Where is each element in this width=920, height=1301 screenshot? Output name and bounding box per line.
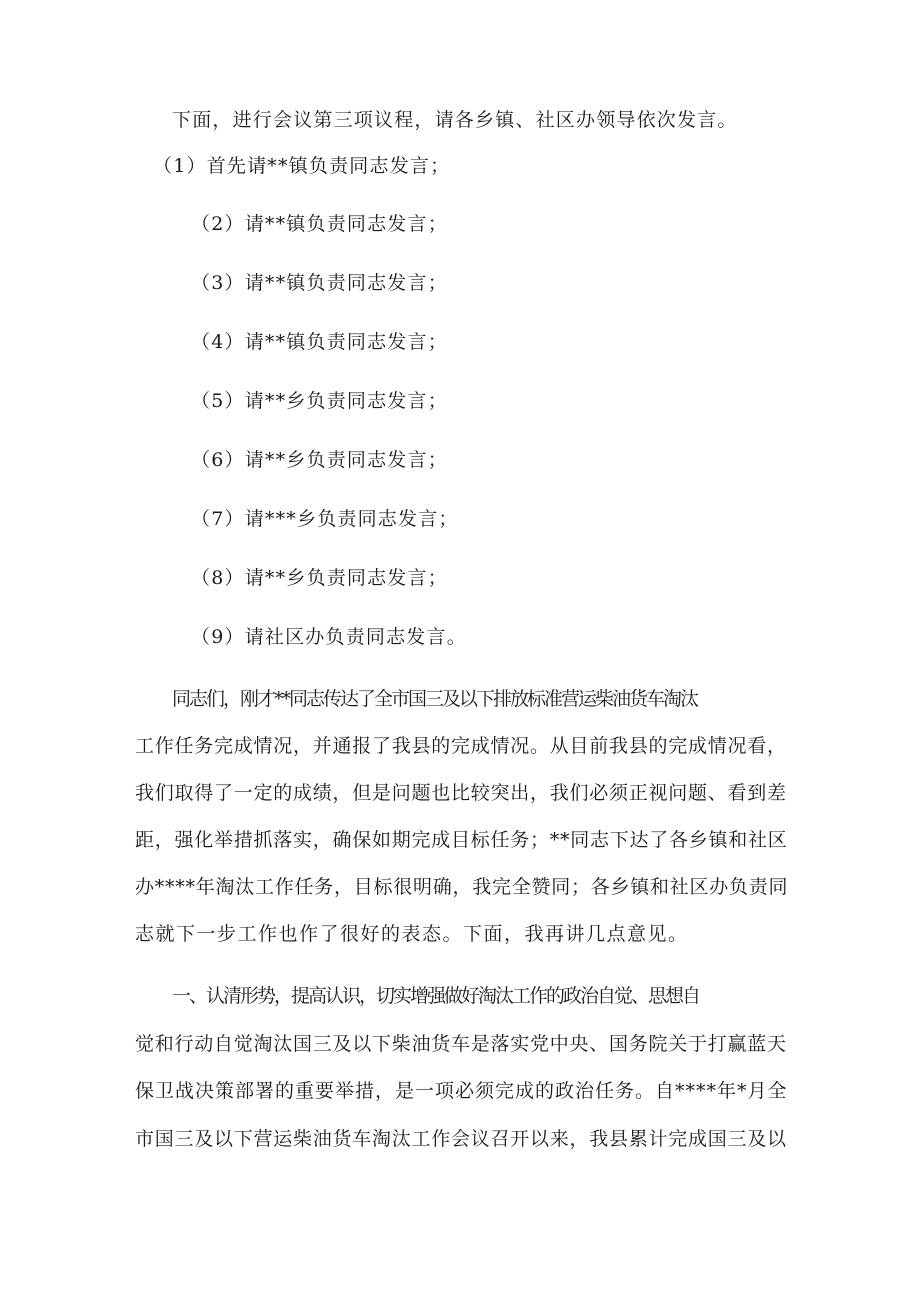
paragraph1-line-2: 工作任务完成情况，并通报了我县的完成情况。从目前我县的完成情况看， xyxy=(135,735,787,757)
paragraph2-line-3: 保卫战决策部署的重要举措，是一项必须完成的政治任务。自****年*月全 xyxy=(135,1080,788,1102)
paragraph2-line-2: 觉和行动自觉淘汰国三及以下柴油货车是落实党中央、国务院关于打赢蓝天 xyxy=(135,1033,787,1055)
agenda-item-2: （2）请**镇负责同志发言； xyxy=(191,213,448,235)
paragraph1-line-4: 距，强化举措抓落实，确保如期完成目标任务；**同志下达了各乡镇和社区 xyxy=(135,829,788,851)
paragraph1-line-6: 志就下一步工作也作了很好的表态。下面，我再讲几点意见。 xyxy=(135,923,689,945)
agenda-item-7: （7）请***乡负责同志发言； xyxy=(191,508,459,530)
agenda-item-3: （3）请**镇负责同志发言； xyxy=(191,272,448,294)
agenda-item-1: （1）首先请**镇负责同志发言； xyxy=(153,155,451,177)
agenda-item-9: （9）请社区办负责同志发言。 xyxy=(191,626,467,648)
agenda-item-4: （4）请**镇负责同志发言； xyxy=(191,331,448,353)
paragraph1-line-3: 我们取得了一定的成绩，但是问题也比较突出，我们必须正视问题、看到差 xyxy=(135,782,787,804)
paragraph2-line-1: 一、认清形势，提高认识，切实增强做好淘汰工作的政治自觉、思想自 xyxy=(172,985,700,1007)
paragraph2-line-4: 市国三及以下营运柴油货车淘汰工作会议召开以来，我县累计完成国三及以 xyxy=(135,1128,787,1150)
agenda-item-5: （5）请**乡负责同志发言； xyxy=(191,390,448,412)
paragraph1-line-5: 办****年淘汰工作任务，目标很明确，我完全赞同；各乡镇和社区办负责同 xyxy=(135,876,789,898)
intro-line: 下面，进行会议第三项议程，请各乡镇、社区办领导依次发言。 xyxy=(172,109,738,131)
agenda-item-6: （6）请**乡负责同志发言； xyxy=(191,449,448,471)
paragraph1-line-1: 同志们，刚才**同志传达了全市国三及以下排放标准营运柴油货车淘汰 xyxy=(172,688,698,710)
agenda-item-8: （8）请**乡负责同志发言； xyxy=(191,567,448,589)
